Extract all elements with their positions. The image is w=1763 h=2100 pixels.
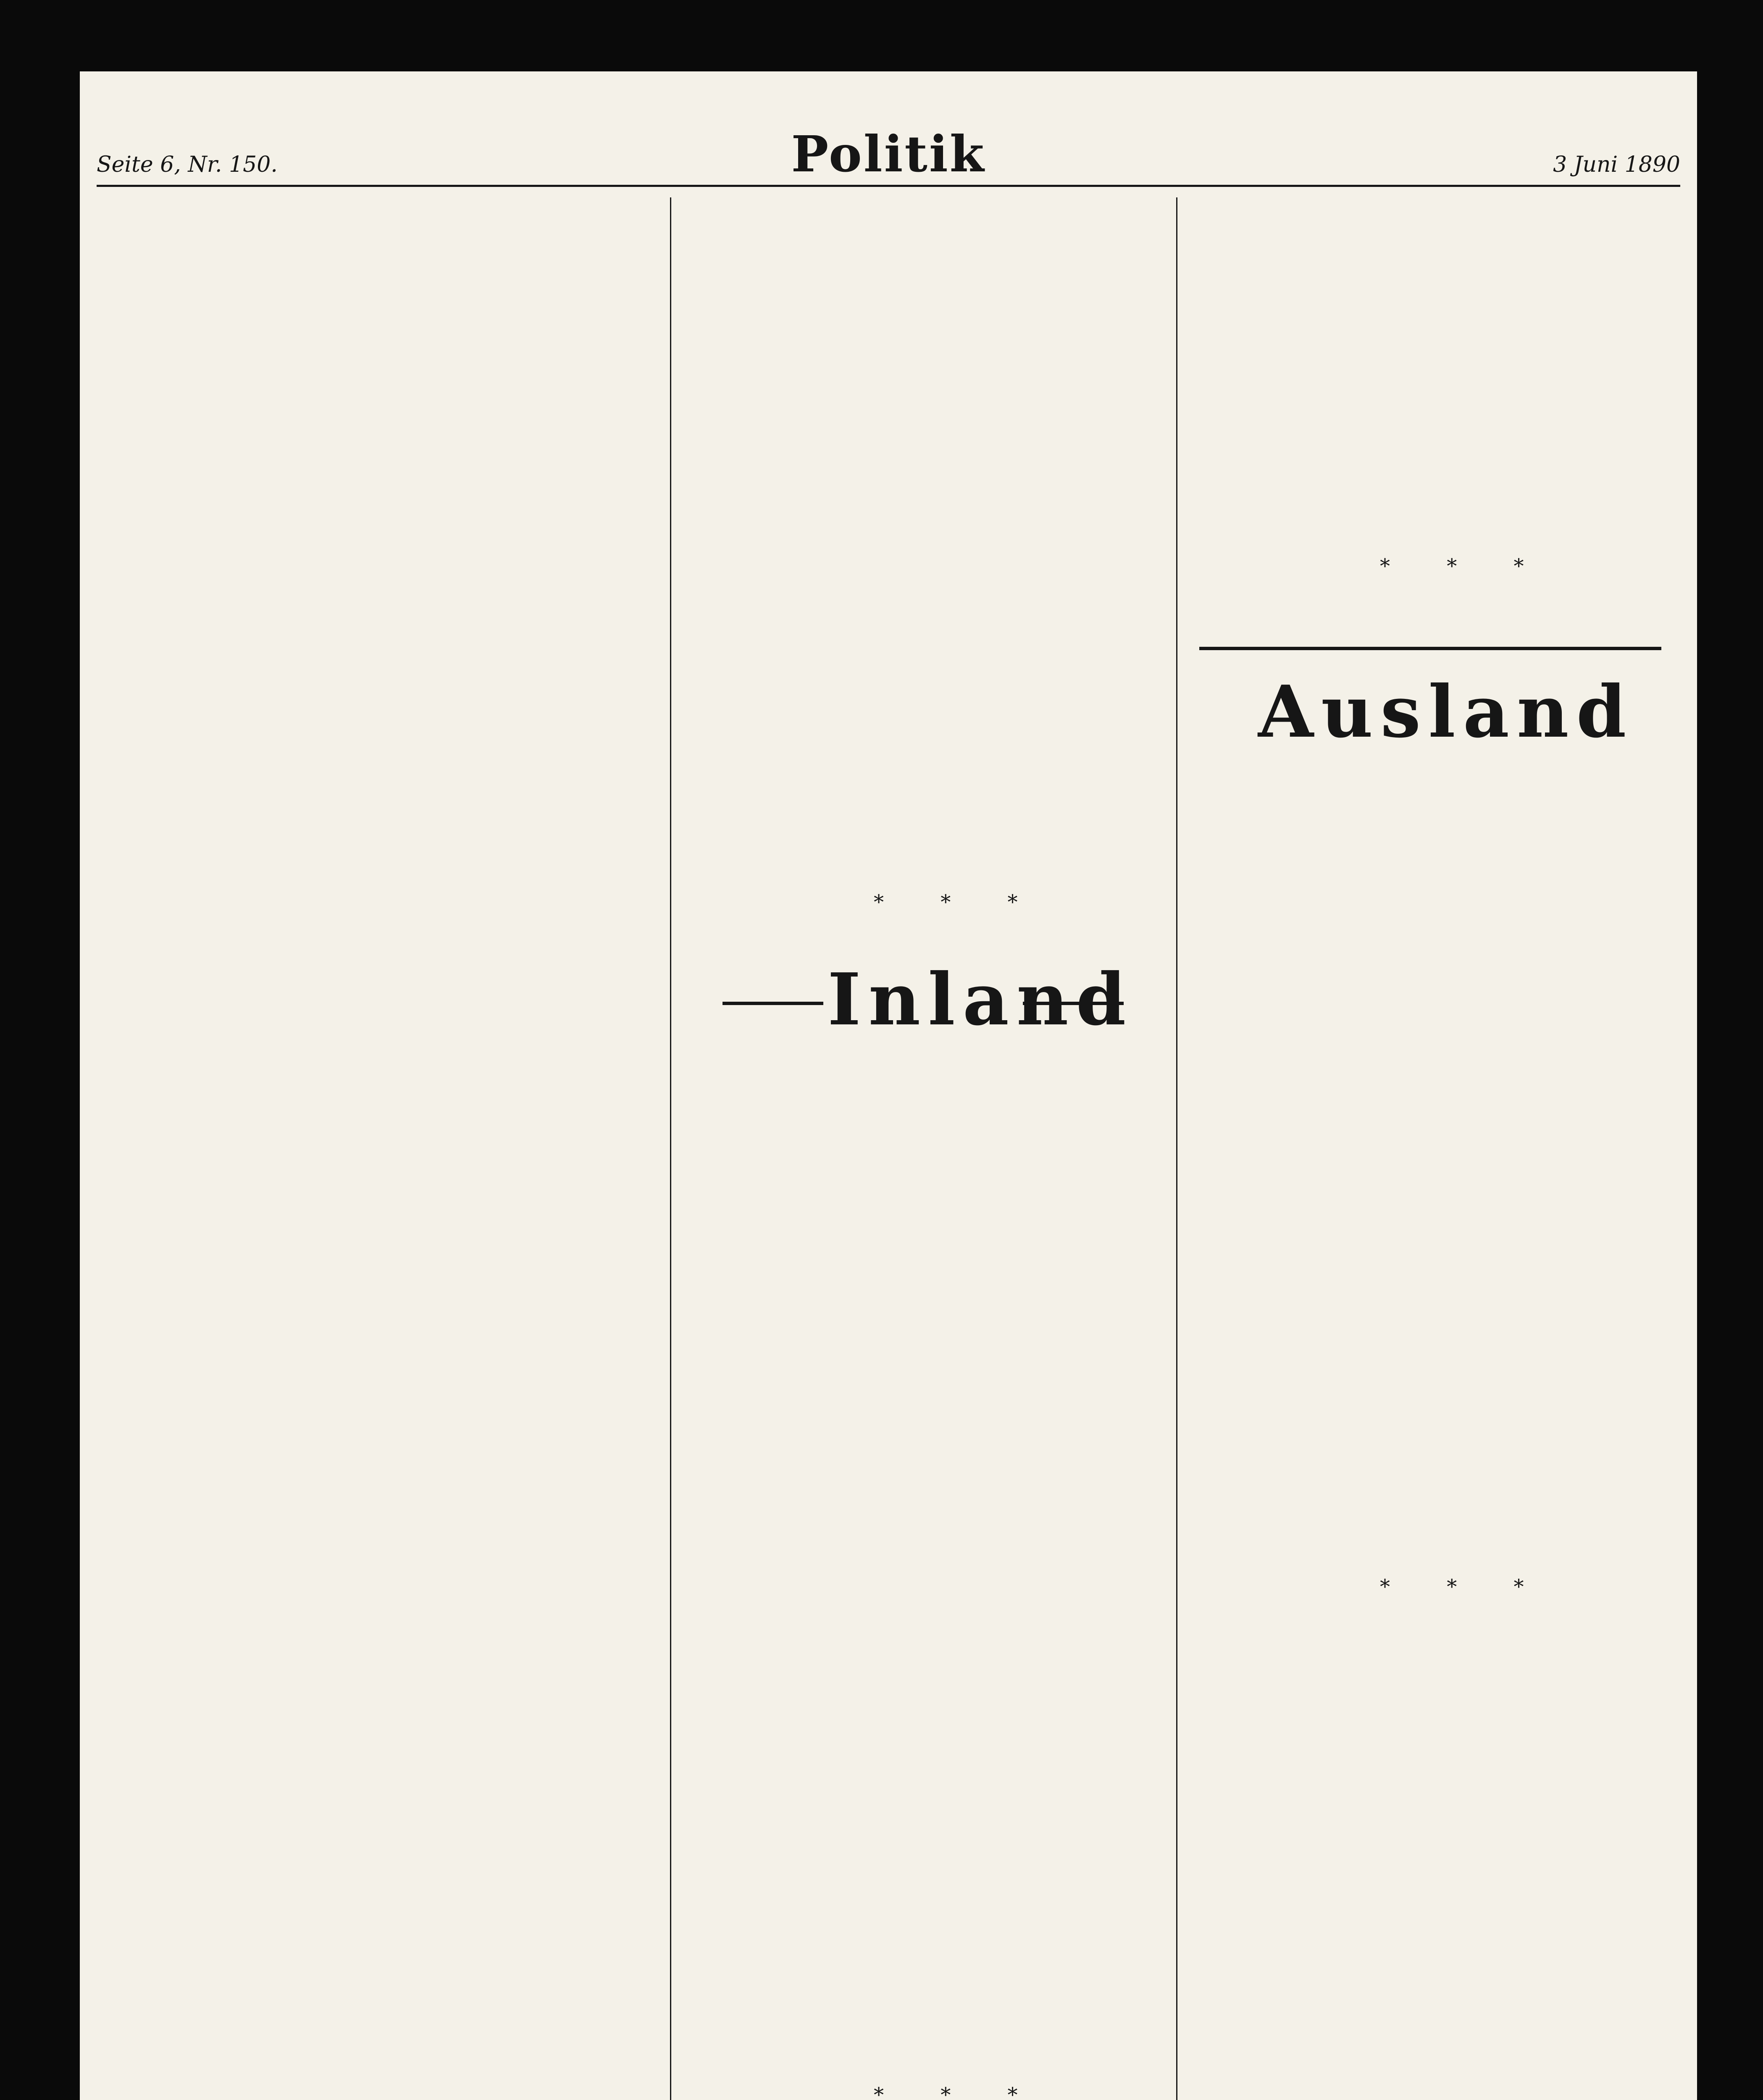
ornament: * * * bbox=[874, 2083, 1043, 2100]
page-number: Seite 6, Nr. 150. bbox=[97, 152, 278, 177]
column-rule bbox=[1176, 197, 1177, 2100]
inland-heading: Inland bbox=[828, 958, 1134, 1042]
ausland-heading: Ausland bbox=[1258, 670, 1634, 754]
column-2 bbox=[676, 202, 1170, 2100]
column-rule bbox=[670, 197, 671, 2100]
column-1 bbox=[97, 202, 664, 2100]
newspaper-page bbox=[80, 71, 1697, 2100]
ornament: * * * bbox=[1380, 1575, 1549, 1599]
ornament bbox=[1199, 647, 1661, 650]
ornament: * * * bbox=[1380, 554, 1549, 578]
ornament: * * * bbox=[874, 890, 1043, 914]
page-header bbox=[97, 126, 1680, 187]
section-heading: Politik bbox=[791, 125, 986, 183]
ornament bbox=[723, 1002, 823, 1005]
issue-date: 3 Juni 1890 bbox=[1553, 152, 1680, 177]
column-3 bbox=[1182, 202, 1680, 2100]
